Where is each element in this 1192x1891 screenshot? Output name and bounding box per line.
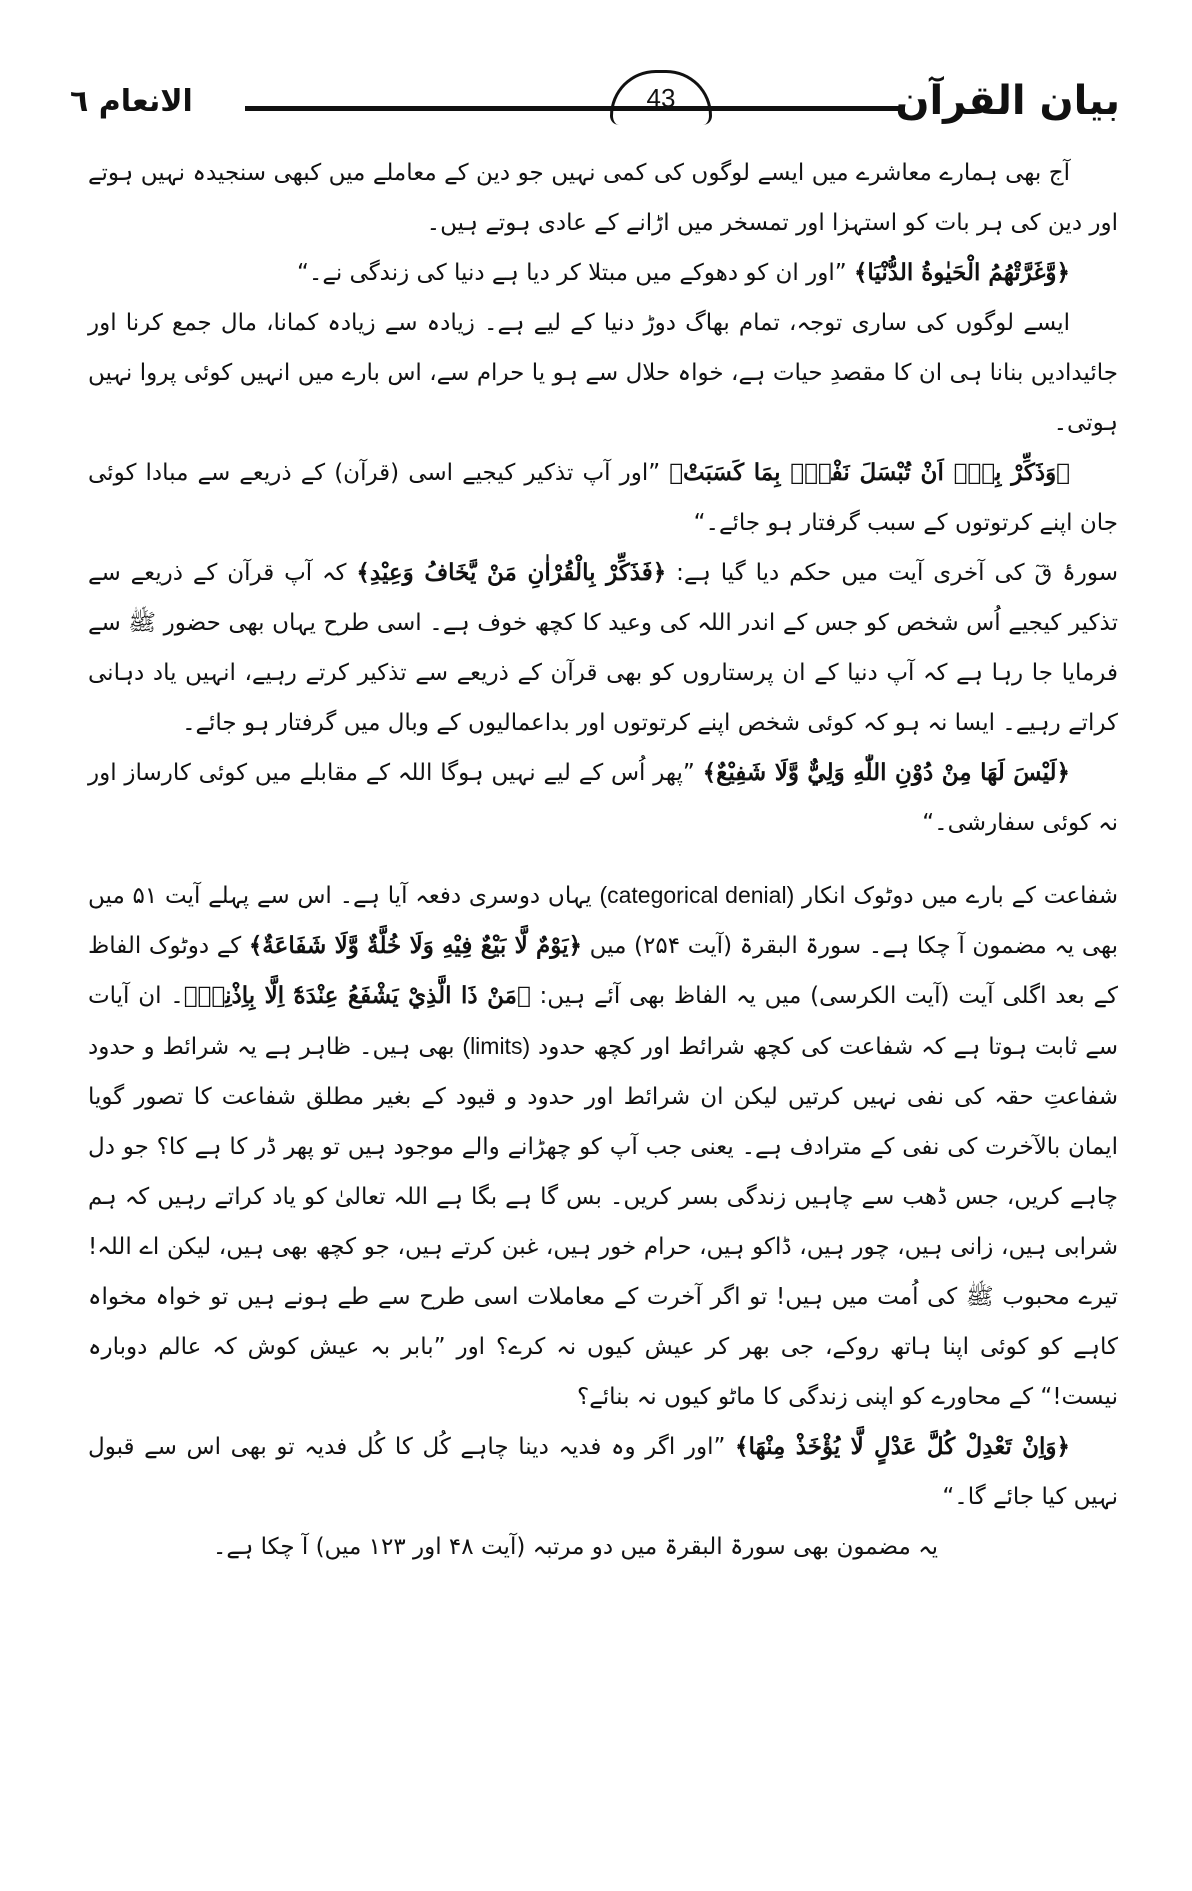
quranic-verse: ﴿لَيْسَ لَهَا مِنْ دُوْنِ اللّٰهِ وَلِيٌّ وَّلَا شَفِيْعٌ﴾ (702, 759, 1070, 786)
paragraph-text: ۔ ان آیات سے ثابت ہوتا ہے کہ شفاعت کی کچھ شرائط اور کچھ حدود (88, 983, 1118, 1060)
page-header (70, 70, 1120, 128)
paragraph (88, 148, 1118, 248)
english-term: (categorical denial) (599, 882, 795, 908)
quranic-verse: ﴿فَذَكِّرْ بِالْقُرْاٰنِ مَنْ يَّخَافُ وَعِيْدِ﴾ (356, 559, 667, 586)
paragraph-text: ”پھر اُس کے لیے نہیں ہوگا اللہ کے مقابلے میں کوئی کارساز اور نہ کوئی سفارشی۔“ (88, 760, 1118, 836)
chapter-name: الانعام ٦ (70, 84, 193, 119)
quranic-verse: ﴿وَاِنْ تَعْدِلْ كُلَّ عَدْلٍ لَّا يُؤْخَذْ مِنْهَا﴾ (735, 1433, 1070, 1460)
paragraph (88, 248, 1118, 298)
quranic-verse: ﴿يَوْمٌ لَّا بَيْعٌ فِيْهِ وَلَا خُلَّةٌ وَّلَا شَفَاعَةٌ﴾ (248, 932, 583, 959)
quranic-verse: ﴿مَنْ ذَا الَّذِيْ يَشْفَعُ عِنْدَهٗٓ اِلَّا بِاِذْنِهٖ﴾ (183, 982, 531, 1009)
english-term: (limits) (462, 1033, 531, 1059)
paragraph-text: سورۂ قٓ کی آخری آیت میں حکم دیا گیا ہے: (666, 560, 1118, 586)
paragraph-text: ”اور آپ تذکیر کیجیے اسی (قرآن) کے ذریعے سے مبادا کوئی جان اپنے کرتوتوں کے سبب گرفتار ہو جائے۔“ (88, 460, 1118, 536)
quranic-verse: ﴿وَّغَرَّتْهُمُ الْحَيٰوةُ الدُّنْيَا﴾ (853, 259, 1070, 286)
paragraph-text: یہاں دوسری دفعہ آیا ہے۔ اس سے پہلے آیت ۵۱ میں بھی یہ مضمون آ چکا ہے۔ سورۃ البقرۃ (آیت ۲۵۴) میں (88, 883, 1118, 959)
page-body (88, 148, 1118, 1572)
paragraph (88, 448, 1118, 548)
paragraph (88, 548, 1118, 748)
paragraph-text: ایسے لوگوں کی ساری توجہ، تمام بھاگ دوڑ دنیا کے لیے ہے۔ زیادہ سے زیادہ کمانا، مال جمع کرنا اور جائیدادیں بنانا ہی ان کا مقصدِ حیات ہے، خواہ حلال سے ہو یا حرام سے، اس بارے میں انہیں کوئی پروا نہیں ہوتی۔ (88, 310, 1118, 436)
page-number: 43 (610, 70, 712, 125)
paragraph-text: آج بھی ہمارے معاشرے میں ایسے لوگوں کی کمی نہیں جو دین کے معاملے میں کبھی سنجیدہ نہیں ہوتے اور دین کی ہر بات کو استہزا اور تمسخر میں اڑانے کے عادی ہوتے ہیں۔ (88, 160, 1118, 236)
paragraph (88, 748, 1118, 848)
paragraph (88, 298, 1118, 448)
header-rule-left (245, 106, 585, 111)
book-title: بیان القرآن (895, 78, 1120, 124)
quranic-verse: ﴿وَذَكِّرْ بِهٖٓ اَنْ تُبْسَلَ نَفْسٌۢ بِمَا كَسَبَتْ﴾ (669, 459, 1070, 486)
paragraph (88, 1422, 1118, 1522)
paragraph (88, 1522, 1118, 1572)
paragraph-text: ”اور ان کو دھوکے میں مبتلا کر دیا ہے دنیا کی زندگی نے۔“ (296, 260, 854, 286)
paragraph (88, 870, 1118, 1422)
paragraph-text: بھی ہیں۔ ظاہر ہے یہ شرائط و حدود شفاعتِ حقہ کی نفی نہیں کرتیں لیکن ان شرائط اور حدود و قیود کے بغیر مطلق شفاعت کا تصور گویا ایمان بالآخرت کی نفی کے مترادف ہے۔ یعنی جب آپ کو چھڑانے والے موجود ہیں تو پھر ڈر کا ہے کا؟ جو دل چاہے کریں، جس ڈھب سے چاہیں زندگی بسر کریں۔ بس گا ہے بگا ہے اللہ تعالیٰ کو یاد کراتے رہیں کہ ہم شرابی ہیں، زانی ہیں، چور ہیں، ڈاکو ہیں، حرام خور ہیں، غبن کرتے ہیں، جو کچھ بھی ہیں، لیکن اے اللہ! تیرے محبوب ﷺ کی اُمت میں ہیں! تو اگر آخرت کے معاملات اسی طرح سے طے ہونے ہیں تو خواہ مخواہ کاہے کو کوئی اپنا ہاتھ روکے، جی بھر کر عیش کیوں نہ کرے؟ اور ”بابر بہ عیش کوش کہ عالم دوبارہ نیست!“ کے محاورے کو اپنی زندگی کا ماٹو کیوں نہ بنائے؟ (88, 1034, 1118, 1410)
paragraph-text: شفاعت کے بارے میں دوٹوک انکار (794, 883, 1118, 909)
paragraph-text: کے دوٹوک الفاظ کے بعد اگلی آیت (آیت الکرسی) میں یہ الفاظ بھی آئے ہیں: (88, 933, 1118, 1009)
paragraph-text: ”اور اگر وہ فدیہ دینا چاہے کُل کا کُل فدیہ تو بھی اس سے قبول نہیں کیا جائے گا۔“ (88, 1434, 1118, 1510)
paragraph-text: کہ آپ قرآن کے ذریعے سے تذکیر کیجیے اُس شخص کو جس کے اندر اللہ کی وعید کا کچھ خوف ہے۔ اسی طرح یہاں بھی حضور ﷺ سے فرمایا جا رہا ہے کہ آپ دنیا کے ان پرستاروں کو بھی قرآن کے ذریعے سے تذکیر کرتے رہیے، انہیں یاد دہانی کراتے رہیے۔ ایسا نہ ہو کہ کوئی شخص اپنے کرتوتوں اور بداعمالیوں کے وبال میں گرفتار ہو جائے۔ (88, 560, 1118, 736)
paragraph-text: یہ مضمون بھی سورۃ البقرۃ میں دو مرتبہ (آیت ۴۸ اور ۱۲۳ میں) آ چکا ہے۔ (212, 1534, 938, 1560)
